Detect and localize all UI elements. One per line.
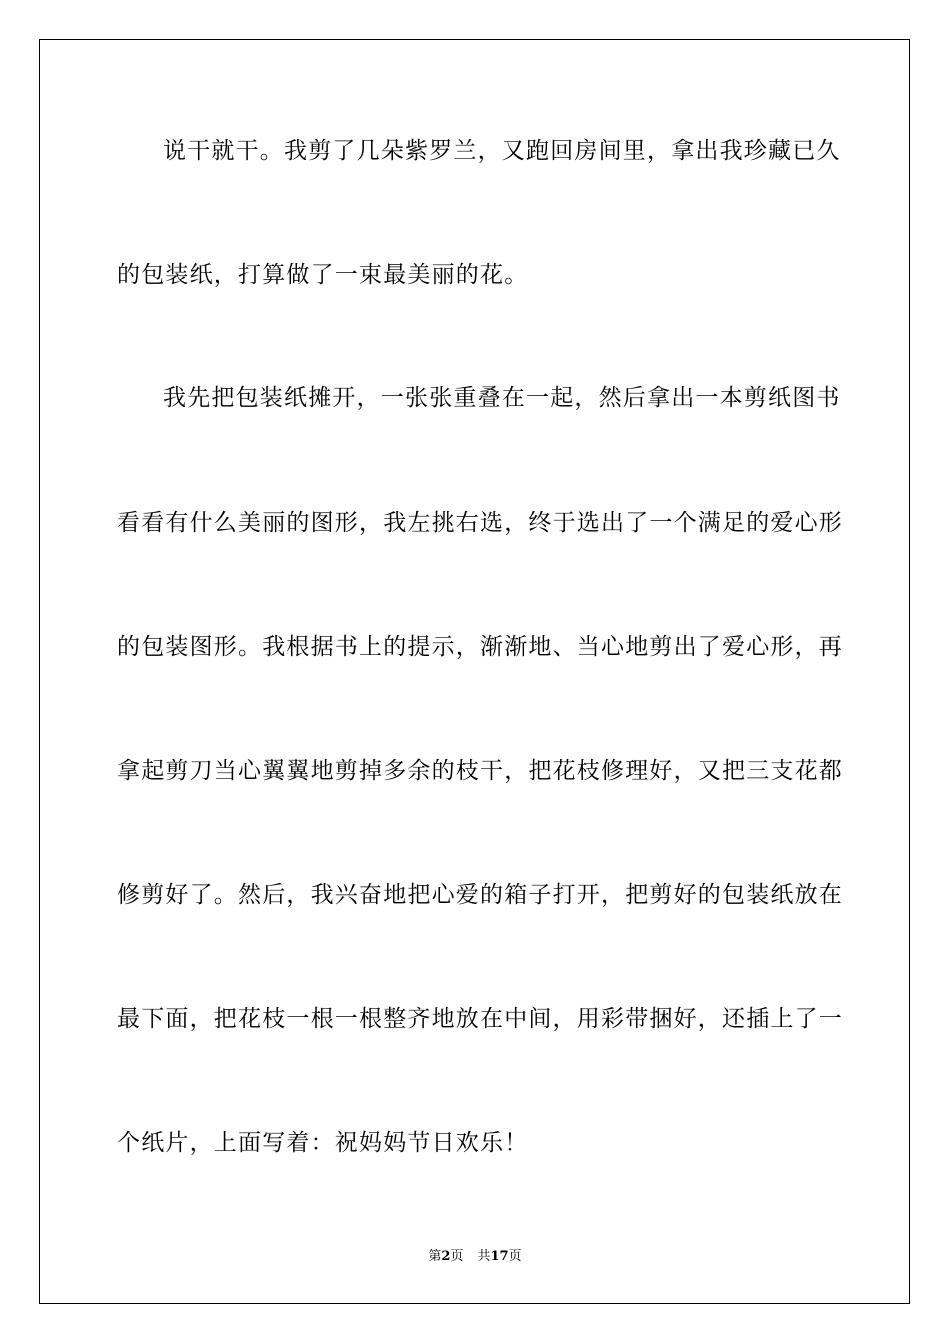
page-prefix: 第 [428,1249,442,1264]
text-line: 个纸片，上面写着：祝妈妈节日欢乐！ [117,1130,529,1156]
total-prefix: 共 [477,1249,491,1264]
text-line: 看看有什么美丽的图形，我左挑右选，终于选出了一个满足的爱心形 [117,510,843,536]
page-footer [0,1248,950,1266]
text-line: 我先把包装纸摊开，一张张重叠在一起，然后拿出一本剪纸图书 [163,385,841,411]
page-suffix: 页 [450,1249,464,1264]
page-border [39,39,910,1304]
page-number: 2 [441,1249,451,1264]
text-line: 的包装图形。我根据书上的提示，渐渐地、当心地剪出了爱心形，再 [117,634,843,660]
text-line: 的包装纸，打算做了一束最美丽的花。 [117,262,529,288]
total-suffix: 页 [508,1249,522,1264]
text-line: 说干就干。我剪了几朵紫罗兰，又跑回房间里，拿出我珍藏已久 [163,138,841,164]
text-line: 最下面，把花枝一根一根整齐地放在中间，用彩带捆好，还插上了一 [117,1006,843,1032]
text-line: 修剪好了。然后，我兴奋地把心爱的箱子打开，把剪好的包装纸放在 [117,882,843,908]
total-pages: 17 [490,1249,509,1264]
text-line: 拿起剪刀当心翼翼地剪掉多余的枝干，把花枝修理好，又把三支花都 [117,758,843,784]
